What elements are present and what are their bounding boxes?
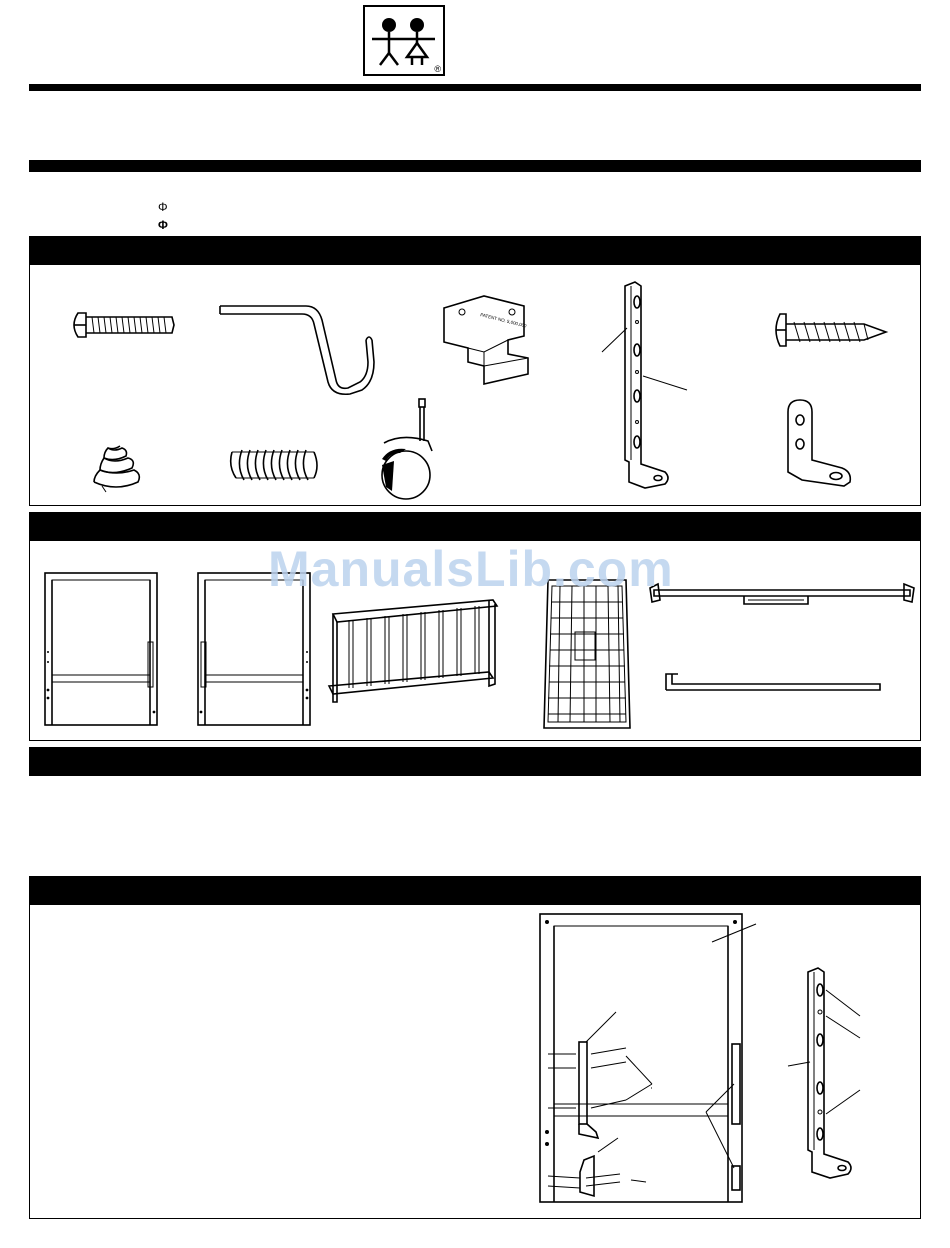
top-rule	[29, 84, 921, 91]
machine-bolt-icon	[70, 305, 180, 345]
second-rule	[29, 160, 921, 172]
assembly-header-band	[29, 876, 921, 905]
wood-screw-icon	[772, 310, 892, 355]
mattress-support-icon	[542, 578, 632, 733]
coil-spring-icon	[228, 444, 323, 484]
phi-symbol-bold: Φ	[158, 218, 168, 232]
mattress-support-hanger-icon	[595, 282, 695, 492]
crib-end-panel-right-icon	[197, 572, 312, 727]
wrench-key-icon	[218, 300, 378, 395]
watermark: ManualsLib.com	[268, 541, 674, 597]
spring-cone-icon	[88, 440, 148, 495]
stabilizer-bar-icon	[648, 582, 916, 612]
l-bracket-icon	[780, 398, 860, 488]
bracket-icon	[440, 292, 530, 382]
registered-mark: ®	[434, 64, 441, 74]
hardware-header-band	[29, 236, 921, 265]
caster-wheel-icon	[372, 395, 442, 500]
crib-end-panel-left-icon	[44, 572, 159, 727]
hanger-detail-diagram	[786, 966, 876, 1181]
phi-symbol: Φ	[158, 200, 168, 214]
bracket-label: PATENT NO. 5,000,000	[479, 312, 528, 329]
crib-end-assembly-diagram	[536, 912, 786, 1204]
brand-logo	[363, 5, 445, 76]
rod-icon	[664, 670, 884, 695]
parts-header-band	[29, 512, 921, 541]
crib-side-rail-icon	[325, 598, 500, 708]
section-header-band	[29, 747, 921, 776]
